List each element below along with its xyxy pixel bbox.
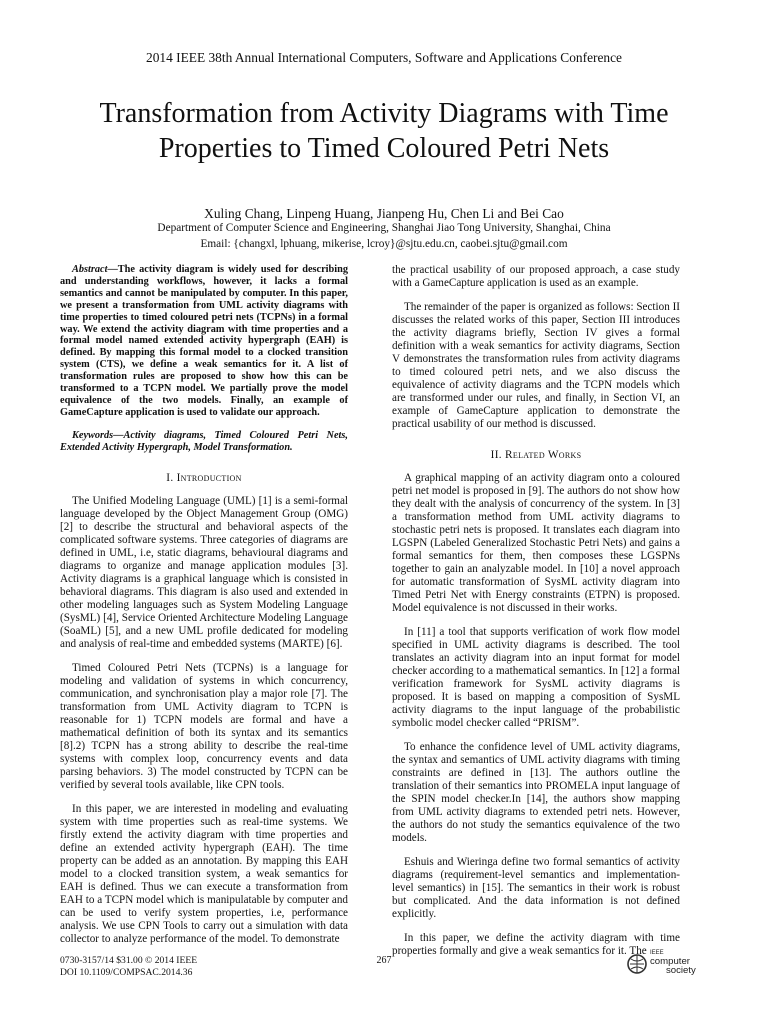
- intro-paragraph-5: The remainder of the paper is organized as follows: Section II discusses the related works of this paper, Section III introduces the activity diagrams briefly, Section IV gives a formal definition with a weak semantics for activity diagrams, Section V demonstrates the transformation rules from activity diagrams to timed coloured petri nets, and we also discuss the equivalence of activity diagrams and the TCPN models which are transformed under our rules, and finally, in Section VI, an example of GameCapture application to demonstrate the practical usability of our method is discussed.: [392, 301, 680, 430]
- abstract-text: —The activity diagram is widely used for describing and understanding workflows, however, it lacks a formal semantics and cannot be manipulated by computer. In this paper, we present a transformation from UML activity diagrams with time properties to timed coloured petri nets (TCPNs) in a formal way. We extend the activity diagram with time properties and a formal model named extended activity hypergraph (EAH) is defined. By mapping this formal model to a clocked transition system (CTS), we define a weak semantics for it. A list of transformation rules are proposed to show how this can be transformed to a TCPN model. We partially prove the model equivalence of the two models. Finally, an example of GameCapture application is used to validate our approach.: [60, 264, 348, 418]
- logo-line-society: society: [666, 965, 696, 976]
- related-paragraph-1: A graphical mapping of an activity diagram onto a coloured petri net model is proposed in [9]. The authors do not show how they dealt with the analysis of concurrency of the system. In [3] a transformation method from UML activity diagrams to stochastic petri nets is proposed. It translates each diagram into LGSPN (Labeled Generalized Stochastic Petri Nets) and gains a formal semantics for them, then composes these LGSPNs together to gain an analyzable model. In [10] a novel approach for automatic transformation of SysML activity diagram into Timed Petri Net with Energy constraints (ETPN) is proposed. Model equivalence is not discussed in their works.: [392, 472, 680, 614]
- intro-paragraph-2: Timed Coloured Petri Nets (TCPNs) is a language for modeling and validation of systems in which concurrency, communication, and synchronisation play a major role [7]. The transformation from UML Activity diagram to TCPN is reasonable for 1) TCPN models are formal and have a mathematical definition of both its syntax and its semantics [8].2) TCPN has a strong ability to describe the real-time systems with complex loop, concurrency events and data parsing behaviors. 3) The model constructed by TCPN can be verified by several tools available, like CPN tools.: [60, 661, 348, 791]
- keywords-text: —Activity diagrams, Timed Coloured Petri Nets, Extended Activity Hypergraph, Model Transformation.: [60, 429, 348, 453]
- logo-line-ieee: IEEE: [650, 950, 664, 956]
- title-line-1: Transformation from Activity Diagrams with Time: [99, 98, 669, 129]
- logo-text: [650, 950, 696, 975]
- keywords-label: Keywords: [72, 429, 114, 441]
- intro-paragraph-4: the practical usability of our proposed approach, a case study with a GameCapture application is used as an example.: [392, 264, 680, 289]
- affiliation: Department of Computer Science and Engineering, Shanghai Jiao Tong University, Shanghai, China: [157, 222, 611, 234]
- ieee-computer-society-logo: [626, 949, 708, 977]
- ieee-computer-society-logo-icon: [626, 953, 648, 975]
- related-paragraph-3: To enhance the confidence level of UML activity diagrams, the syntax and semantics of UML activity diagrams with timing constraints are defined in [13]. The authors outline the translation of their semantics into PROMELA input language of the SPIN model checker.In [14], the authors show mapping from UML activity diagrams to extended petri nets. However, the authors do not study the semantics equivalence of the two models.: [392, 741, 680, 844]
- doi-line: DOI 10.1109/COMPSAC.2014.36: [60, 967, 193, 978]
- related-paragraph-4: Eshuis and Wieringa define two formal semantics of activity diagrams (requirement-level semantics and implementation-level semantics) in [15]. The semantics in their work is robust but complicated. And the data information is not defined explicitly.: [392, 856, 680, 920]
- page-number: 267: [376, 955, 392, 966]
- email-line: Email: {changxl, lphuang, mikerise, lcroy}@sjtu.edu.cn, caobei.sjtu@gmail.com: [200, 238, 568, 250]
- left-column: [60, 264, 348, 957]
- copyright-line: 0730-3157/14 $31.00 © 2014 IEEE: [60, 955, 198, 966]
- paper-title: [40, 96, 728, 166]
- section-heading-related-works: II. Related Works: [490, 449, 582, 461]
- intro-paragraph-1: The Unified Modeling Language (UML) [1] is a semi-formal language developed by the Object Management Group (OMG) [2] to describe the structural and behavioral aspects of the complicated software systems. Three categories of diagrams are defined in UML, i.e, static diagrams, behavioural diagrams and diagrams to organize and manage application modules [3]. Activity diagrams is a graphical language which is consisted in behavioral diagrams. This diagram is also used and extended in other modeling languages such as System Modeling Language (SysML) [4], Service Oriented Architecture Modeling Language (SoaML) [5], and a new UML profile dedicated for modeling and analysis of real-time and embedded systems (MARTE) [6].: [60, 494, 348, 650]
- abstract-label: Abstract: [72, 264, 108, 275]
- right-column: [392, 264, 680, 969]
- abstract: [60, 264, 348, 419]
- intro-paragraph-3: In this paper, we are interested in modeling and evaluating system with time properties such as real-time systems. We firstly extend the activity diagram with time properties and define an extended activity hypergraph (EAH). The time property can be added as an annotation. By mapping this EAH model to a clocked transition system, a weak semantics for EAH is defined. Thus we can execute a transformation from EAH to a TCPN model which is manipulatable by computer and can be used to verify system properties, i.e, performance analysis. We use CPN Tools to carry out a simulation with data collector to analyze performance of the model. To demonstrate: [60, 802, 348, 945]
- keywords: [60, 430, 348, 454]
- title-line-2: Properties to Timed Coloured Petri Nets: [158, 133, 610, 164]
- related-paragraph-5: In this paper, we define the activity diagram with time properties formally and give a weak semantics for it. The: [392, 932, 680, 957]
- conference-header: 2014 IEEE 38th Annual International Computers, Software and Applications Conference: [146, 50, 622, 65]
- logo-line-computer: computer: [650, 956, 690, 967]
- section-heading-introduction: I. Introduction: [166, 471, 242, 484]
- author-list: Xuling Chang, Linpeng Huang, Jianpeng Hu, Chen Li and Bei Cao: [204, 206, 564, 221]
- related-paragraph-2: In [11] a tool that supports verification of work flow model specified in UML activity diagrams is described. The tool translates an activity diagram into an input format for model checker according to a mathematical semantics. In [12] a formal verification framework for SysML activity diagrams is proposed. It is based on mapping a composition of SysML activity diagrams to the input language of the probabilistic symbolic model checker called “PRISM”.: [392, 626, 680, 729]
